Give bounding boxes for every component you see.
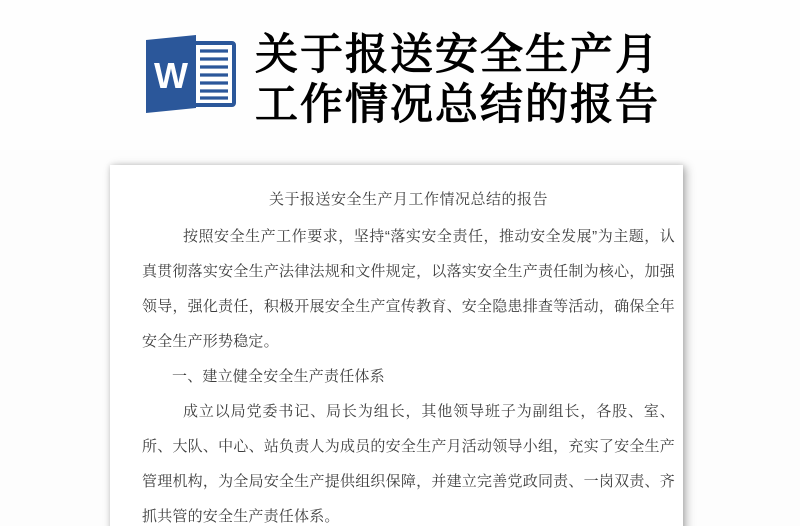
document-header (0, 0, 800, 150)
doc-section-heading: 一、建立健全安全生产责任体系 (172, 368, 385, 385)
doc-paragraph: 成立以局党委书记、局长为组长，其他领导班子为副组长，各股、室、所、大队、中心、站负责人为成员的安全生产月活动领导小组，充实了安全生产管理机构，为全局安全生产提供组织保障，并建立完善党政同责、一岗双责、齐抓共管的安全生产责任体系。 (142, 403, 675, 525)
page-title-line-2: 工作情况总结的报告 (255, 81, 660, 129)
word-file-icon (143, 35, 237, 113)
word-icon-page-lines (200, 51, 228, 98)
word-icon-graphic (143, 35, 237, 113)
word-icon-letter: W (154, 55, 188, 96)
doc-paragraph: 按照安全生产工作要求，坚持“落实安全责任，推动安全发展”为主题，认真贯彻落实安全生产法律法规和文件规定，以落实安全生产责任制为核心，加强领导，强化责任，积极开展安全生产宣传教育、安全隐患排查等活动，确保全年安全生产形势稳定。 (142, 228, 675, 350)
page-title (255, 30, 660, 130)
page-title-line-1: 关于报送安全生产月 (255, 31, 660, 79)
document-page (110, 165, 683, 526)
doc-title: 关于报送安全生产月工作情况总结的报告 (268, 191, 548, 208)
